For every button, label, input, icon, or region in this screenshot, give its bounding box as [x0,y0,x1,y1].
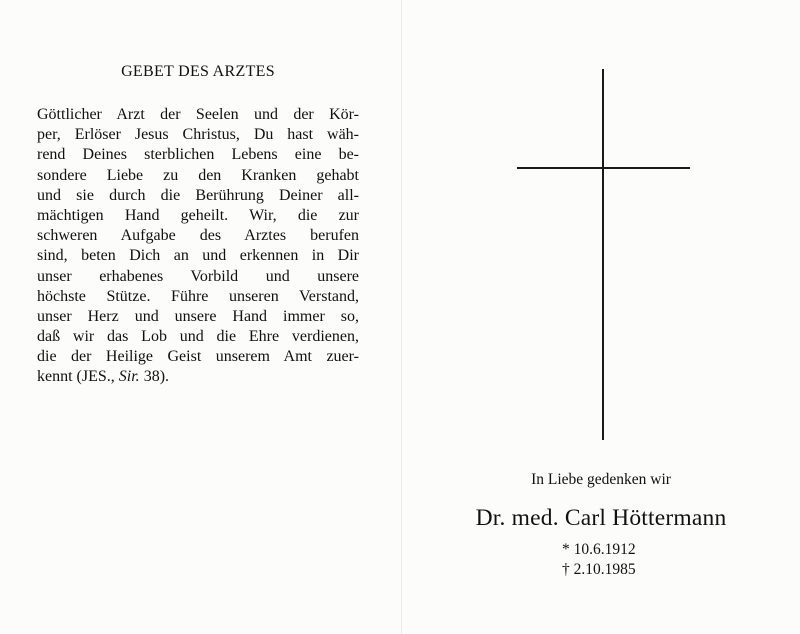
prayer-line: höchste Stütze. Führe unseren Verstand, [37,287,359,305]
deceased-name: Dr. med. Carl Höttermann [475,505,727,531]
cross-horizontal-beam [517,167,690,169]
prayer-line: unser Herz und unsere Hand immer so, [37,307,359,325]
prayer-line: Göttlicher Arzt der Seelen und der Kör- [37,106,359,123]
prayer-line: unser erhabenes Vorbild und unsere [37,267,359,285]
prayer-line: sind, beten Dich an und erkennen in Dir [37,247,359,265]
prayer-line: und sie durch die Berührung Deiner all- [37,186,359,204]
memorial-intro [402,471,800,489]
death-date: † 2.10.1985 [562,561,636,578]
prayer-line: schweren Aufgabe des Arztes berufen [37,227,359,245]
prayer-line: daß wir das Lob und die Ehre verdienen, [37,328,359,346]
prayer-line-last [37,367,359,387]
prayer-line: mächtigen Hand geheilt. Wir, die zur [37,206,359,224]
prayer-line: per, Erlöser Jesus Christus, Du hast wäh- [37,126,359,144]
cross-vertical-beam [602,69,604,440]
life-dates [562,540,682,580]
prayer-title: GEBET DES ARZTES [121,63,275,80]
prayer-line: die der Heilige Geist unserem Amt zuer- [37,348,359,366]
prayer-last-suffix: 38). [139,368,170,386]
prayer-last-prefix: kennt (JES., [37,368,119,386]
prayer-line: sondere Liebe zu den Kranken gehabt [37,166,359,184]
prayer-last-italic: Sir. [118,368,140,386]
birth-date: * 10.6.1912 [562,541,636,558]
memorial-intro-text: In Liebe gedenken wir [531,471,671,488]
memorial-panel [402,0,800,634]
prayer-line: rend Deines sterblichen Lebens eine be- [37,146,359,164]
prayer-text [37,105,359,388]
